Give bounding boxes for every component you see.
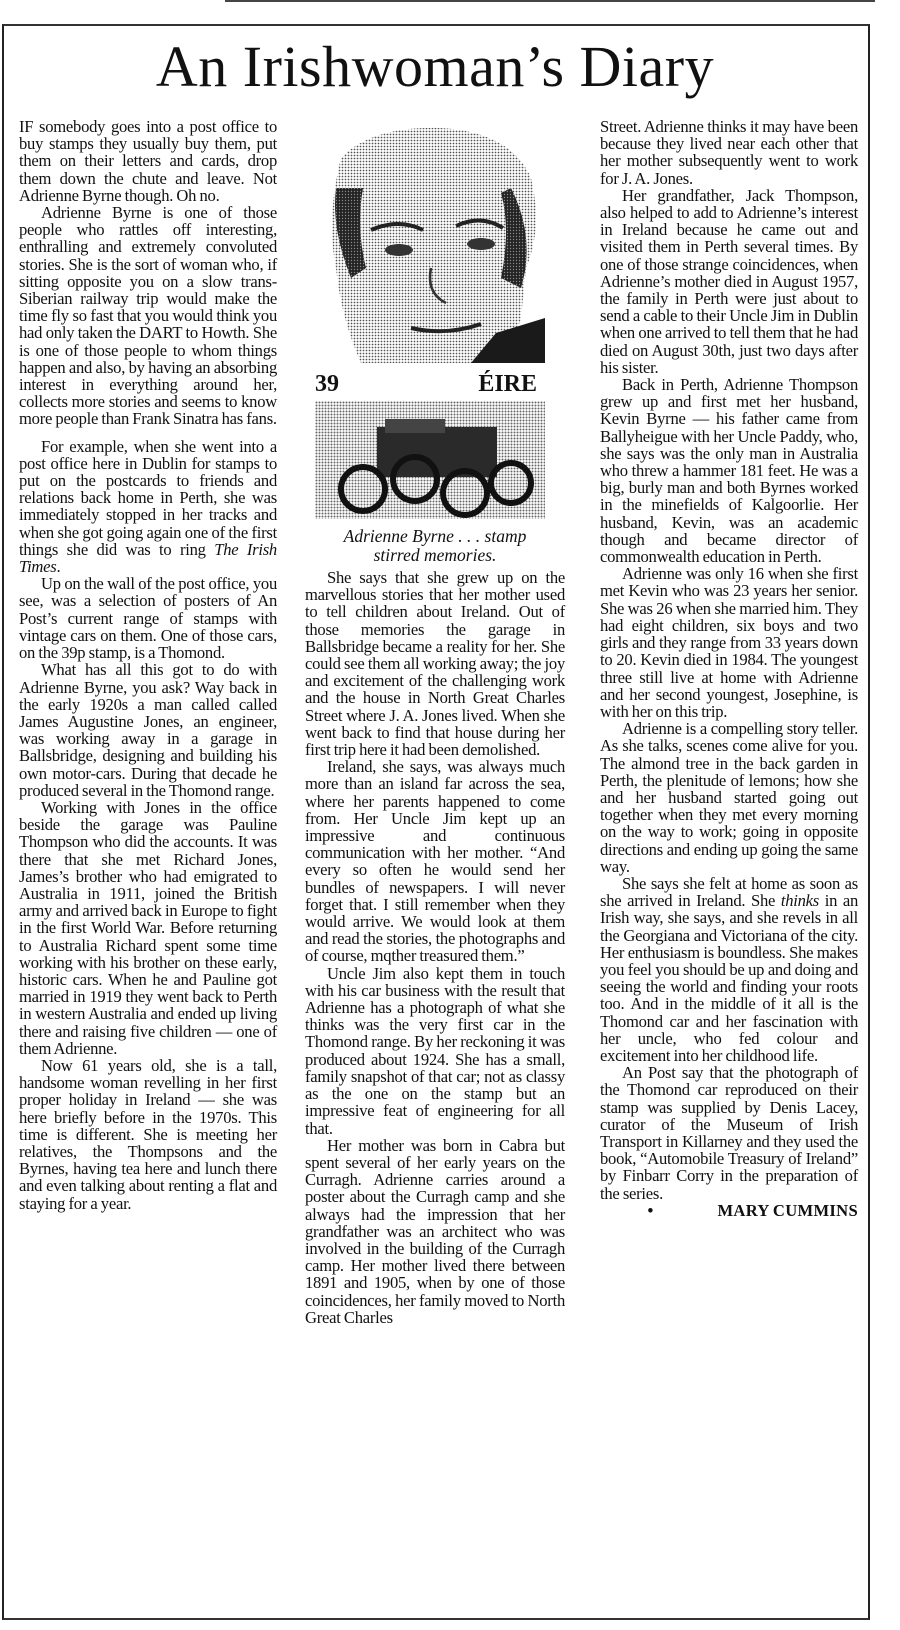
stamp (315, 371, 545, 519)
paragraph: Adrienne Byrne is one of those people who rattles off interesting, enthralling and extremely convoluted stories. She is the sort of woman who, if sitting opposite you on a slow trans-Siberian railway trip would make the time fly so fast that you would think you had only taken the DART to Howth. She is one of those people to whom things happen and also, by having an absorbing interest in everything around her, collects more stories and seems to know more people than Frank Sinatra has fans. (19, 203, 277, 429)
column-middle (305, 118, 565, 1326)
byline (600, 1202, 858, 1219)
author-name: MARY CUMMINS (717, 1200, 858, 1220)
paragraph: Her mother was born in Cabra but spent several of her early years on the Curragh. Adrienne carries around a poster about the Curragh camp and she always had the impression that her grandfather was an architect who was involved in the building of the Curragh camp. Her mother lived there between 1891 and 1905, when by one of those coincidences, her family moved to North Great Charles (305, 1135, 565, 1327)
top-rule (225, 0, 875, 2)
column-left (19, 118, 277, 1212)
newspaper-name: The Irish Times (19, 539, 277, 577)
portrait-illustration (311, 118, 545, 363)
paragraph (19, 438, 277, 576)
figure (305, 118, 565, 565)
paragraph: Working with Jones in the office beside the garage was Pauline Thompson who did the accounts. It was there that she met Richard Jones, James’s brother who had emigrated to Australia in 1911, joined the British army and arrived back in Europe to fight in the first World War. Before returning to Australia Richard spent some time working with his brother on these early, historic cars. When he and Pauline got married in 1919 they went back to Perth in western Australia and ended up living there and raising five children — one of them Adrienne. (19, 797, 277, 1058)
bullet-icon: • (647, 1200, 654, 1220)
column-right (600, 118, 858, 1219)
stamp-country: ÉIRE (478, 371, 537, 397)
paragraph (600, 875, 858, 1064)
paragraph: Ireland, she says, was always much more than an island far across the sea, where her parents happened to come from. Her Uncle Jim kept up an impressive and continuous communication with her mother. “And every so often he would send her bundles of newspapers. I will never forget that. I still remember when they would arrive. We would look at them and read the stories, the photographs and of course, mqther treasured them.” (305, 757, 565, 966)
paragraph: Adrienne was only 16 when she first met Kevin who was 23 years her senior. She was 26 when she married him. They had eight children, six boys and two girls and they range from 33 years down to 20. Kevin died in 1984. The youngest three still live at home with Adrienne and her second youngest, Josephine, is with her on this trip. (600, 564, 858, 721)
paragraph: She says that she grew up on the marvellous stories that her mother used to tell children about Ireland. Out of those memories the garage in Ballsbridge became a reality for her. She could see them all working away; the joy and excitement of the challenging work and the house in North Great Charles Street where J. A. Jones lived. When she went back to find that house during her first trip here it had been demolished. (305, 568, 565, 760)
paragraph: Adrienne is a compelling story teller. As she talks, scenes come alive for you. The almond tree in the back garden in Perth, the plenitude of lemons; how she and her husband started going out together when they met every morning on the way to work; going in opposite directions and ending up going the same way. (600, 719, 858, 876)
paragraph: Up on the wall of the post office, you see, was a selection of posters of An Post’s current range of stamps with vintage cars on them. One of those cars, on the 39p stamp, is a Thomond. (19, 574, 277, 663)
paragraph-text: She says she felt at home as soon as she arrived in Ireland. She (600, 873, 858, 911)
paragraph: Uncle Jim also kept them in touch with his car business with the result that Adrienne has a photograph of what she thinks was the very first car in the Thomond range. By her reckoning it was produced about 1924. She has a small, family snapshot of that car; not as classy as the one on the stamp but an impressive feat of engineering for all that. (305, 963, 565, 1138)
stamp-value: 39 (315, 371, 339, 397)
paragraph-text: in an Irish way, she says, and she revels in all the Georgiana and Victoriana of the city. Her enthusiasm is boundless. She makes you feel you should be up and doing and seeing the world and finding your roots too. And in the middle of it all is the Thomond car and her fascination with her uncle, who fed colour and excitement into her childhood life. (600, 891, 858, 1065)
paragraph: IF somebody goes into a post office to buy stamps they usually buy them, put them on their letters and cards, drop them down the chute and leave. Not Adrienne Byrne though. Oh no. (19, 117, 277, 205)
paragraph: Street. Adrienne thinks it may have been because they lived near each other that her mother subsequently went to work for J. A. Jones. (600, 117, 858, 188)
paragraph: Back in Perth, Adrienne Thompson grew up and first met her husband, Kevin Byrne — his father came from Ballyheigue with her Uncle Paddy, who, she says was the only man in Australia who threw a hammer 181 feet. He was a big, burly man and both Byrnes worked in the minefields of Kalgoorlie. Her husband, Kevin, was an academic though and became director of commonwealth education in Perth. (600, 375, 858, 567)
paragraph: Now 61 years old, she is a tall, handsome woman revelling in her first proper holiday in Ireland — she was here briefly before in the 1970s. This time is different. She is meeting her relatives, the Thompsons and the Byrnes, having tea here and lunch there and even talking about renting a flat and staying for a year. (19, 1055, 277, 1213)
paragraph-text: For example, when she went into a post office here in Dublin for stamps to put on the postcards to friends and relations back home in Perth, she was immediately stopped in her tracks and when she got going again one of the first things she did was to ring (19, 436, 277, 559)
headline: An Irishwoman’s Diary (155, 34, 715, 99)
photo-caption (305, 527, 565, 565)
vintage-car-illustration (315, 401, 545, 519)
portrait-photo (311, 118, 545, 363)
paragraph: Her grandfather, Jack Thompson, also helped to add to Adrienne’s interest in Ireland because he came out and visited them in Perth several times. By one of those strange coincidences, when Adrienne’s mother died in August 1957, the family in Perth were just about to send a cable to their Uncle Jim in Dublin when one arrived to tell them that he had died on August 30th, just two days after his sister. (600, 185, 858, 377)
emphasis: thinks (780, 891, 819, 911)
paragraph-text: . (56, 557, 61, 577)
paragraph: What has all this got to do with Adrienne Byrne, you ask? Way back in the early 1920s a man called called James Augustine Jones, an engineer, was working away in a garage in Ballsbridge, designing and building his own motor-cars. During that decade he produced several in the Thomond range. (19, 660, 277, 800)
caption-line: stirred memories. (373, 545, 497, 565)
caption-line: Adrienne Byrne . . . stamp (343, 526, 527, 546)
paragraph: An Post say that the photograph of the Thomond car reproduced on their stamp was supplied by Denis Lacey, curator of the Museum of Irish Transport in Killarney and they used the book, “Automobile Treasury of Ireland” by Finbarr Corry in the preparation of the series. (600, 1063, 858, 1203)
